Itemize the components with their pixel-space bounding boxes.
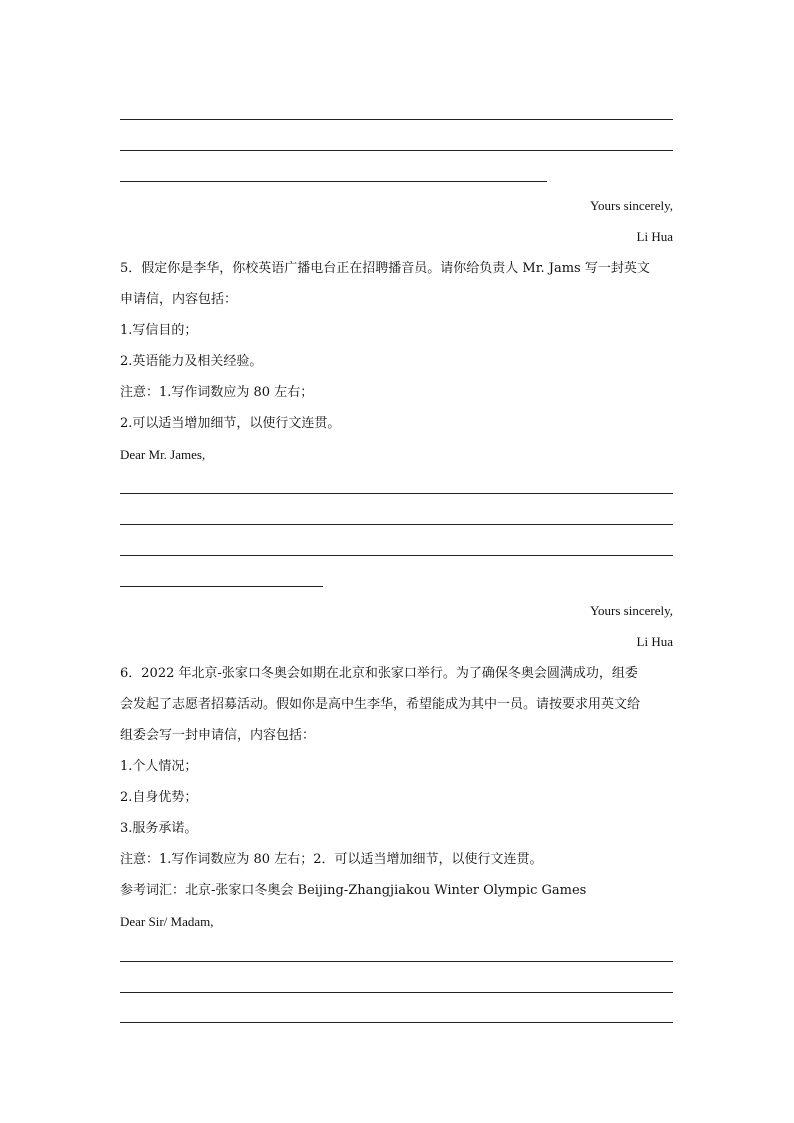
q5-note-1: 注意：1.写作词数应为 80 左右； [120, 385, 314, 400]
signature-name: Li Hua [636, 634, 673, 649]
closing-text: Yours sincerely, [589, 603, 673, 618]
q6-greeting: Dear Sir/ Madam, [120, 914, 214, 929]
answer-line [120, 1022, 673, 1023]
closing-text: Yours sincerely, [589, 198, 673, 213]
answer-line [120, 181, 547, 182]
q6-prompt-line-3: 组委会写一封申请信，内容包括： [120, 728, 316, 743]
q6-prompt-line-2: 会发起了志愿者招募活动。假如你是高中生李华，希望能成为其中一员。请按要求用英文给 [120, 697, 641, 712]
q5-prompt-line-2: 申请信，内容包括： [120, 292, 238, 307]
answer-line [120, 555, 673, 556]
q6-note: 注意：1.写作词数应为 80 左右；2．可以适当增加细节，以使行文连贯。 [120, 852, 543, 867]
answer-line [120, 992, 673, 993]
answer-line [120, 119, 673, 120]
q6-prompt-line-1: 6．2022 年北京-张家口冬奥会如期在北京和张家口举行。为了确保冬奥会圆满成功，组委 [120, 666, 638, 681]
q5-greeting: Dear Mr. James, [120, 447, 206, 462]
q6-item-1: 1.个人情况； [120, 759, 198, 774]
answer-line [120, 524, 673, 525]
q6-item-2: 2.自身优势； [120, 790, 198, 805]
answer-line [120, 493, 673, 494]
q5-item-2: 2.英语能力及相关经验。 [120, 354, 263, 369]
signature-name: Li Hua [636, 229, 673, 244]
q6-vocab: 参考词汇：北京-张家口冬奥会 Beijing-Zhangjiakou Winter Olympic Games [120, 883, 587, 898]
q5-note-2: 2.可以适当增加细节，以使行文连贯。 [120, 416, 341, 431]
answer-line [120, 586, 323, 587]
q5-item-1: 1.写信目的； [120, 323, 198, 338]
q6-item-3: 3.服务承诺。 [120, 821, 198, 836]
answer-line [120, 961, 673, 962]
q5-prompt-line-1: 5．假定你是李华，你校英语广播电台正在招聘播音员。请你给负责人 Mr. Jams 写一封英文 [120, 261, 650, 276]
answer-line [120, 150, 673, 151]
